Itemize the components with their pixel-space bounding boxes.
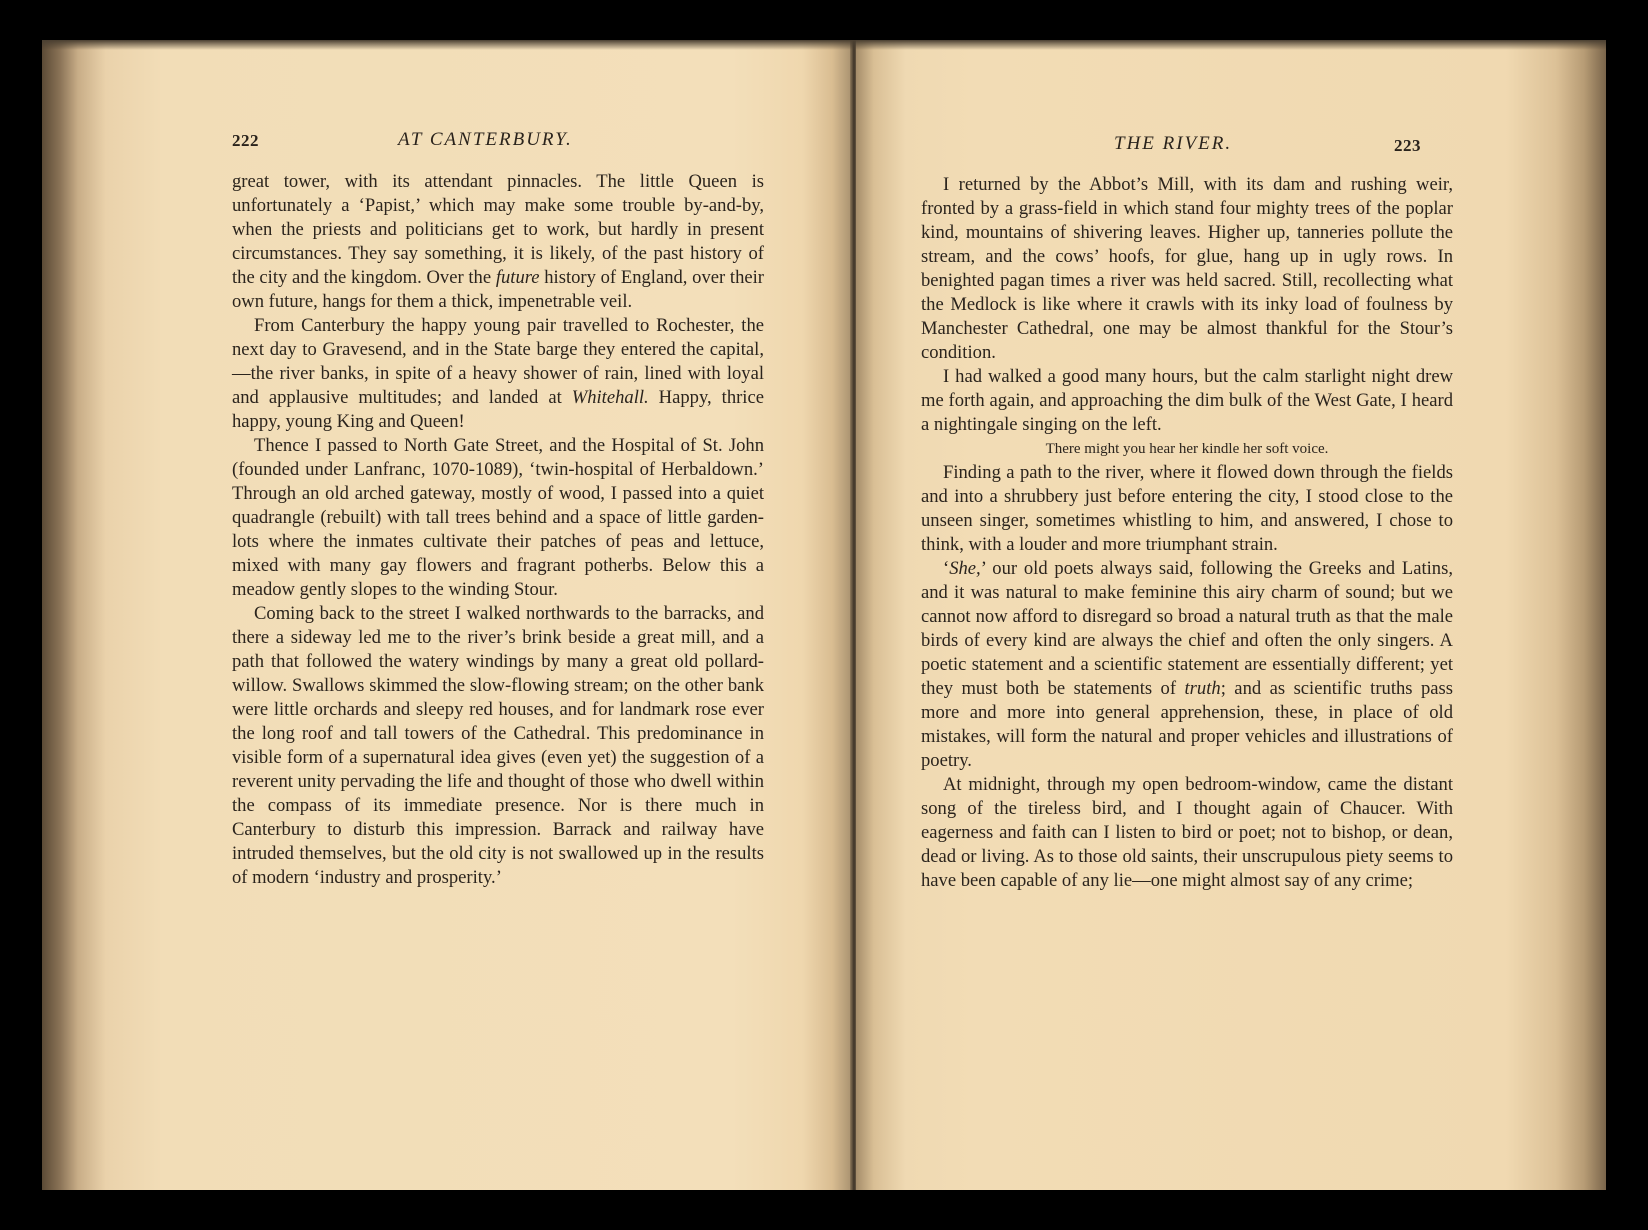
italic-text: truth: [1184, 678, 1221, 699]
paragraph: [921, 461, 1453, 557]
left-text-column: [232, 170, 764, 890]
text-run: I had walked a good many hours, but the calm starlight night drew me forth again, and approaching the dim bulk of the West Gate, I heard a nightingale singing on the left.: [921, 366, 1453, 435]
open-book: [42, 40, 1606, 1190]
running-head: AT CANTERBURY.: [398, 129, 573, 150]
italic-text: Whitehall.: [571, 387, 649, 408]
paragraph: [921, 557, 1453, 773]
text-run: great tower, with its attendant pinnacles. The little Queen is unfortunately a ‘Papist,’ which may make some trouble by-and-by, when the priests and politicians get to work, but hardly in present circumstances. They say something, it is likely, of the past history of the city and the kingdom. Over the: [232, 171, 764, 288]
text-run: I returned by the Abbot’s Mill, with its dam and rushing weir, fronted by a grass-field in which stand four mighty trees of the poplar kind, mountains of shivering leaves. Higher up, tanneries pollute the stream, and the cows’ hoofs, for glue, hang up in ugly rows. In benighted pagan times a river was held sacred. Still, recollecting what the Medlock is like where it crawls with its inky load of foulness by Manchester Cathedral, one may be almost thankful for the Stour’s condition.: [921, 174, 1453, 363]
verse-quote: There might you hear her kindle her soft voice.: [1045, 441, 1329, 457]
text-run: Finding a path to the river, where it flowed down through the fields and into a shrubbery just before entering the city, I stood close to the unseen singer, sometimes whistling to him, and answered, I chose to think, with a louder and more triumphant strain.: [921, 462, 1453, 555]
paragraph: [232, 602, 764, 890]
text-run: At midnight, through my open bedroom-window, came the distant song of the tireless bird, and I thought again of Chaucer. With eagerness and faith can I listen to bird or poet; not to bishop, or dean, dead or living. As to those old saints, their unscrupulous piety seems to have been capable of any lie—one might almost say of any crime;: [921, 774, 1453, 891]
italic-text: She,: [949, 558, 981, 579]
text-run: Thence I passed to North Gate Street, and the Hospital of St. John (founded under Lanfranc, 1070-1089), ‘twin-hospital of Herbaldown.’ Through an old arched gateway, mostly of wood, I passed into a quiet quadrangle (rebuilt) with tall trees behind and a space of little garden-lots where the inmates cultivate their patches of peas and lettuce, mixed with many gay flowers and fragrant potherbs. Below this a meadow gently slopes to the winding Stour.: [232, 435, 764, 600]
right-page: [856, 40, 1606, 1190]
running-head: THE RIVER.: [1114, 133, 1233, 154]
text-run: ; and as scientific truths pass more and more into general apprehension, these, in place of old mistakes, will form the natural and proper vehicles and illustrations of poetry.: [921, 678, 1454, 771]
paragraph: [232, 314, 764, 434]
paragraph: [921, 173, 1453, 365]
text-run: ‘: [943, 558, 950, 579]
text-run: Happy, thrice happy, young King and Queen!: [232, 387, 764, 432]
right-text-column: [921, 173, 1453, 893]
paragraph: [232, 434, 764, 602]
paragraph: [232, 170, 764, 314]
text-run: ’ our old poets always said, following the Greeks and Latins, and it was natural to make feminine this airy charm of sound; but we cannot now afford to disregard so broad a natural truth as that the male birds of every kind are always the chief and often the only singers. A poetic statement and a scientific statement are essentially different; yet they must both be statements of: [921, 558, 1453, 699]
page-number: 222: [232, 131, 259, 150]
book-top-edge: [42, 40, 1606, 50]
paragraph: [921, 773, 1453, 893]
text-run: From Canterbury the happy young pair travelled to Rochester, the next day to Gravesend, and in the State barge they entered the capital,—the river banks, in spite of a heavy shower of rain, lined with loyal and applausive multitudes; and landed at: [232, 315, 764, 408]
paragraph: [921, 365, 1453, 437]
italic-text: future: [495, 267, 540, 288]
left-page: [42, 40, 852, 1190]
text-run: Coming back to the street I walked northwards to the barracks, and there a sideway led me to the river’s brink beside a great mill, and a path that followed the watery windings by many a great old pollard-willow. Swallows skimmed the slow-flowing stream; on the other bank were little orchards and sleepy red houses, and for landmark rose ever the long roof and tall towers of the Cathedral. This predominance in visible form of a supernatural idea gives (even yet) the suggestion of a reverent unity pervading the life and thought of those who dwell within the compass of its immediate presence. Nor is there much in Canterbury to disturb this impression. Barrack and railway have intruded themselves, but the old city is not swallowed up in the results of modern ‘industry and prosperity.’: [232, 603, 764, 888]
text-run: history of England, over their own future, hangs for them a thick, impenetrable veil.: [232, 267, 764, 312]
page-number: 223: [1394, 136, 1421, 155]
